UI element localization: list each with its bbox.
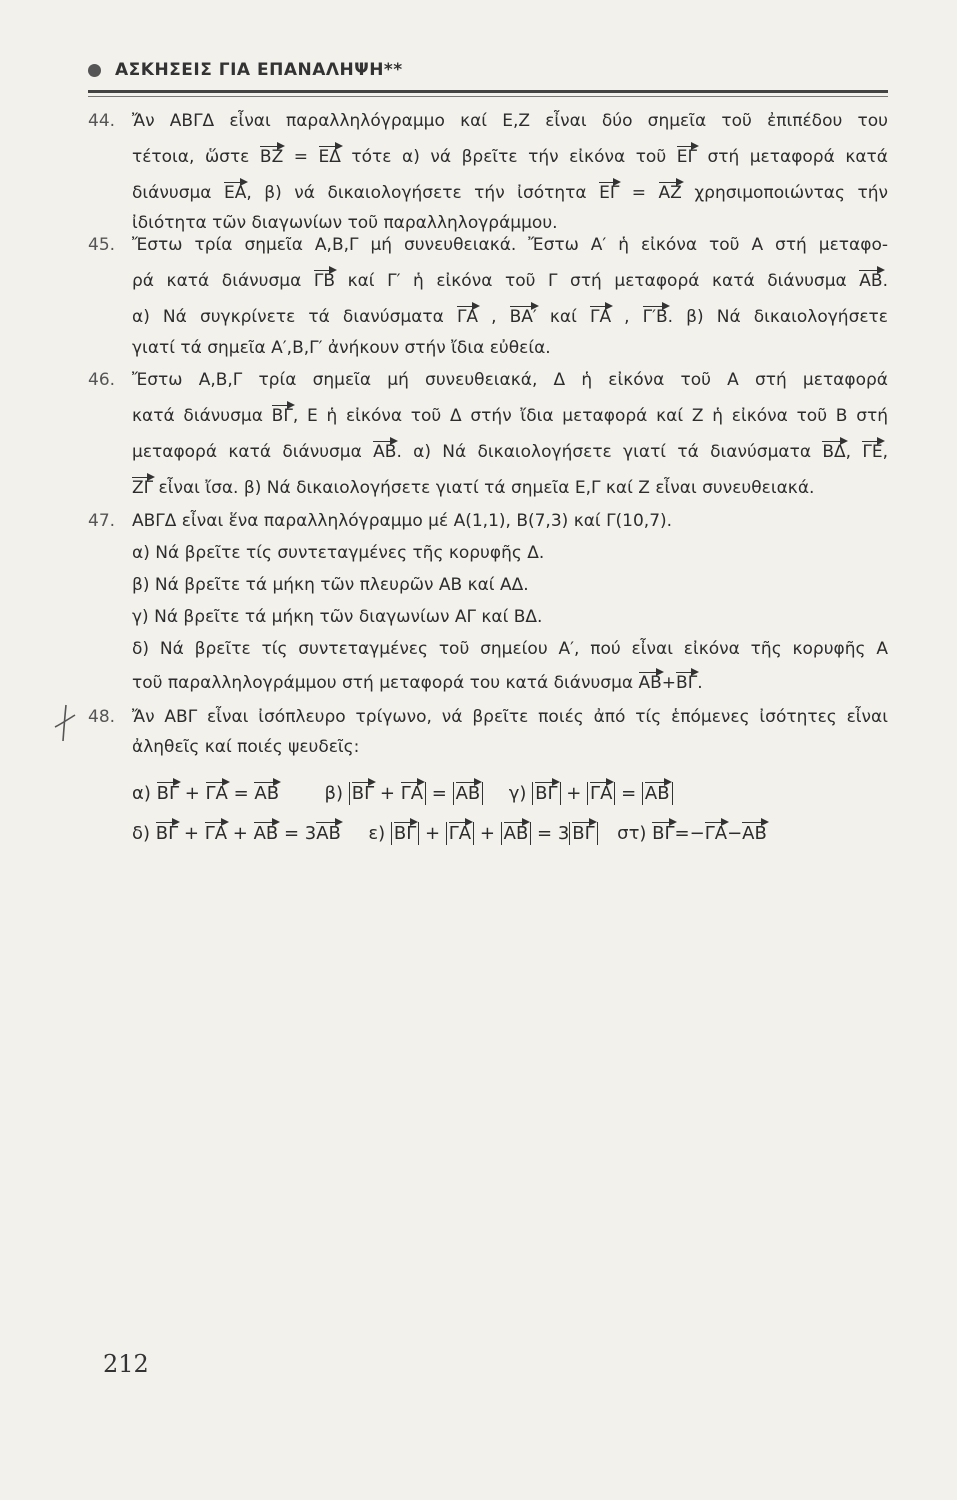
section-header	[88, 60, 888, 80]
vector: ΖΓ	[132, 478, 154, 498]
subquestion-b: β) Νά βρεῖτε τά μήκη τῶν πλευρῶν ΑΒ καί ΑΔ.	[132, 575, 529, 595]
vector: ΒΓ	[676, 673, 698, 693]
vector: ΒΓ	[393, 823, 417, 844]
text-line	[88, 175, 888, 211]
vector: ΒΓ	[572, 823, 595, 844]
exercise-46	[88, 362, 888, 506]
magnitude	[453, 782, 484, 805]
exercise-number: 48.	[88, 707, 116, 727]
text: +	[227, 823, 254, 844]
text: +	[419, 823, 446, 844]
text-line: Ἄν ΑΒΓΔ εἶναι παραλληλόγραμμο καί Ε,Ζ εἶναι δύο σημεῖα τοῦ ἐπιπέδου του	[132, 111, 888, 131]
text: +	[661, 673, 677, 693]
vector: ΑΒ	[373, 442, 397, 462]
text-line: Ἔστω Α,Β,Γ τρία σημεῖα μή συνευθειακά, Δ ἡ εἰκόνα τοῦ Α στή μεταφορά	[132, 370, 888, 390]
vector: ΑΒ	[254, 783, 280, 804]
text: =	[227, 783, 255, 804]
text: ,	[845, 442, 863, 462]
handwritten-plus-mark	[52, 703, 78, 743]
text: τέτοια, ὥστε	[132, 147, 260, 167]
vector: ΓΑ	[448, 823, 472, 844]
vector: ΒΓ	[351, 783, 375, 804]
text: τοῦ παραλληλογράμμου στή μεταφορά του κατά διάνυσμα	[132, 673, 639, 693]
text: .	[697, 673, 703, 693]
subquestion-c: γ) Νά βρεῖτε τά μήκη τῶν διαγωνίων ΑΓ καί ΒΔ.	[132, 607, 543, 627]
text: 3	[557, 823, 570, 844]
vector: ΕΓ	[599, 183, 620, 203]
vector: ΒΔ	[822, 442, 846, 462]
page-number: 212	[103, 1350, 149, 1378]
section-title: ΑΣΚΗΣΕΙΣ ΓΙΑ ΕΠΑΝΑΛΗΨΗ**	[115, 60, 403, 80]
label: δ)	[132, 823, 156, 844]
vector: Γ′Β	[642, 307, 668, 327]
exercise-45	[88, 227, 888, 361]
magnitude	[446, 822, 474, 845]
vector: ΒΓ	[652, 823, 675, 844]
exercise-number: 44.	[88, 111, 116, 131]
text-line	[88, 434, 888, 470]
magnitude	[501, 822, 532, 845]
text-line: ΑΒΓΔ εἶναι ἕνα παραλληλόγραμμο μέ Α(1,1), Β(7,3) καί Γ(10,7).	[132, 511, 673, 531]
text: =	[619, 183, 659, 203]
text-line	[88, 470, 888, 506]
text: . β) Νά δικαιολογήσετε	[667, 307, 888, 327]
magnitude	[391, 822, 419, 845]
vector: ΓΑ	[456, 307, 479, 327]
text-line	[88, 299, 888, 335]
text: στή μεταφορά κατά	[696, 147, 888, 167]
exercise-number: 45.	[88, 235, 116, 255]
text: ,	[478, 307, 510, 327]
label: γ)	[508, 783, 533, 804]
vector: ΒΓ	[156, 783, 179, 804]
text: . α) Νά δικαιολογήσετε γιατί τά διανύσματα	[396, 442, 823, 462]
text-line	[88, 263, 888, 299]
magnitude	[587, 782, 615, 805]
text: ,	[611, 307, 643, 327]
text: =	[615, 783, 642, 804]
text-line	[88, 398, 888, 434]
exercise-47	[88, 505, 888, 701]
text: =	[531, 823, 558, 844]
exercise-44	[88, 103, 888, 235]
equation-row-1	[88, 776, 888, 812]
vector: ΓΑ	[205, 783, 228, 804]
vector: ΒΖ	[259, 147, 284, 167]
text: +	[179, 783, 206, 804]
text: +	[374, 783, 401, 804]
text: −	[727, 823, 743, 844]
label: στ)	[617, 823, 653, 844]
text: +	[474, 823, 501, 844]
subquestion-d: δ) Νά βρεῖτε τίς συντεταγμένες τοῦ σημείου Α′, πού εἶναι εἰκόνα τῆς κορυφῆς Α	[132, 639, 888, 659]
vector: ΑΒ	[455, 783, 481, 804]
vector: ΒΓ	[535, 783, 558, 804]
text: ,	[882, 442, 888, 462]
magnitude	[532, 782, 560, 805]
text: κατά διάνυσμα	[132, 406, 272, 426]
vector: ΓΑ	[704, 823, 728, 844]
text-line: ἀληθεῖς καί ποιές ψευδεῖς:	[132, 737, 360, 757]
vector: ΕΔ	[318, 147, 341, 167]
header-rule-thin	[88, 96, 888, 97]
exercise-48	[88, 702, 888, 852]
magnitude	[349, 782, 426, 805]
vector: ΒΑ′	[509, 307, 537, 327]
text-line: Ἄν ΑΒΓ εἶναι ἰσόπλευρο τρίγωνο, νά βρεῖτε ποιές ἀπό τίς ἑπόμενες ἰσότητες εἶναι	[132, 707, 888, 727]
text-line: Ἔστω τρία σημεῖα Α,Β,Γ μή συνευθειακά. Ἔστω Α′ ἡ εἰκόνα τοῦ Α στή μεταφο-	[132, 235, 888, 255]
text: , Ε ἡ εἰκόνα τοῦ Δ στήν ἴδια μεταφορά καί Ζ ἡ εἰκόνα τοῦ Β στή	[292, 406, 888, 426]
text-line	[88, 139, 888, 175]
text: τότε α) νά βρεῖτε τήν εἰκόνα τοῦ	[340, 147, 677, 167]
text: =	[426, 783, 453, 804]
text: =−	[674, 823, 705, 844]
text: α) Νά συγκρίνετε τά διανύσματα	[132, 307, 457, 327]
vector: ΑΒ	[742, 823, 767, 844]
vector: ΓΑ	[590, 783, 613, 804]
vector: ΒΓ	[155, 823, 179, 844]
text: διάνυσμα	[132, 183, 224, 203]
bullet-icon	[88, 64, 101, 77]
vector: ΑΒ	[253, 823, 279, 844]
text-line: γιατί τά σημεῖα Α′,Β,Γ′ ἀνήκουν στήν ἴδια εὐθεία.	[132, 338, 551, 358]
equation-row-2	[88, 816, 888, 852]
vector: ΑΒ	[638, 673, 662, 693]
text: ρά κατά διάνυσμα	[132, 271, 314, 291]
header-rule	[88, 90, 888, 93]
vector: ΓΒ	[313, 271, 335, 291]
text-line	[88, 665, 888, 701]
text: =	[283, 147, 319, 167]
exercise-number: 47.	[88, 511, 116, 531]
vector: ΑΒ	[859, 271, 883, 291]
text: εἶναι ἴσα. β) Νά δικαιολογήσετε γιατί τά σημεῖα Ε,Γ καί Ζ εἶναι συνευθειακά.	[153, 478, 815, 498]
vector: ΑΒ	[503, 823, 529, 844]
subquestion-a: α) Νά βρεῖτε τίς συντεταγμένες τῆς κορυφῆς Δ.	[132, 543, 545, 563]
vector: ΑΖ	[658, 183, 682, 203]
vector: ΕΓ	[676, 147, 697, 167]
text: 3	[304, 823, 317, 844]
vector: ΓΑ	[204, 823, 228, 844]
exercise-number: 46.	[88, 370, 116, 390]
vector: ΒΓ	[271, 406, 293, 426]
text: χρησιμοποιώντας τήν	[681, 183, 889, 203]
text: +	[178, 823, 205, 844]
text: , β) νά δικαιολογήσετε τήν ἰσότητα	[246, 183, 600, 203]
vector: ΑΒ	[316, 823, 341, 844]
text: .	[882, 271, 888, 291]
vector: ΕΑ	[224, 183, 247, 203]
text: μεταφορά κατά διάνυσμα	[132, 442, 374, 462]
text: καί Γ′ ἡ εἰκόνα τοῦ Γ στή μεταφορά κατά διάνυσμα	[335, 271, 860, 291]
label: ε)	[368, 823, 391, 844]
vector: ΑΒ	[644, 783, 670, 804]
text: καί	[536, 307, 590, 327]
text-line: ἰδιότητα τῶν διαγωνίων τοῦ παραλληλογράμμου.	[132, 213, 558, 233]
label: α)	[132, 783, 157, 804]
magnitude	[642, 782, 673, 805]
text: =	[278, 823, 305, 844]
vector: ΓΕ	[862, 442, 883, 462]
text: +	[560, 783, 588, 804]
vector: ΓΑ	[589, 307, 612, 327]
vector: ΓΑ	[400, 783, 424, 804]
magnitude	[569, 822, 597, 845]
label: β)	[324, 783, 349, 804]
